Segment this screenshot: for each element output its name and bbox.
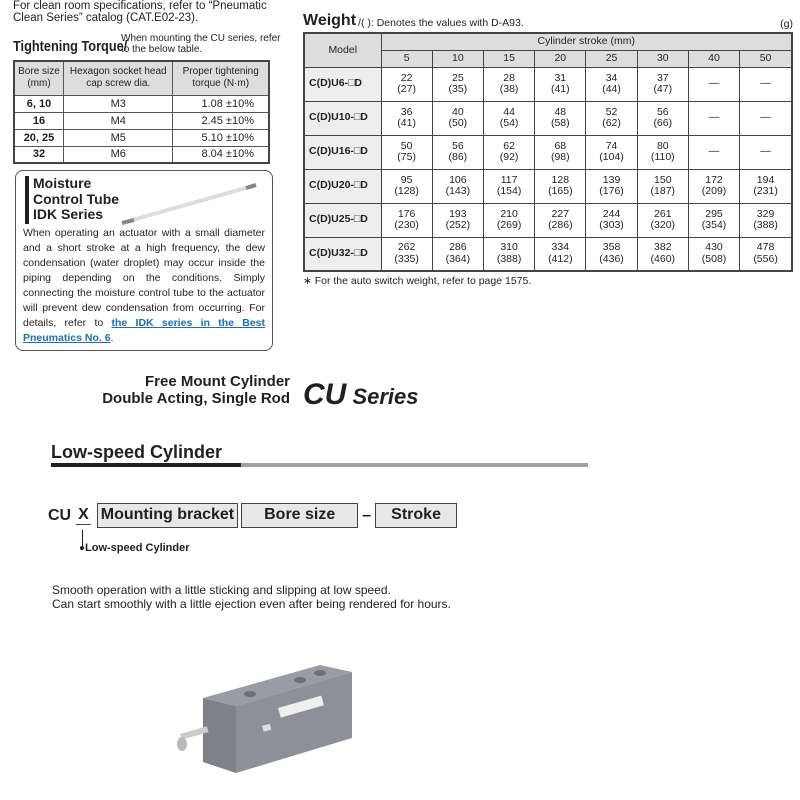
table-cell: 20, 25 <box>14 129 63 146</box>
weight-cell: 68 (98) <box>535 135 586 169</box>
weight-cell: 334 (412) <box>535 237 586 271</box>
stroke-col-header: 5 <box>381 50 432 67</box>
weight-cell: 40 (50) <box>432 101 483 135</box>
model-cell: C(D)U25-□D <box>304 203 381 237</box>
table-row <box>304 237 792 271</box>
torque-header: Hexagon socket head cap screw dia. <box>63 61 172 95</box>
model-cell: C(D)U6-□D <box>304 67 381 101</box>
weight-cell: 106 (143) <box>432 169 483 203</box>
weight-cell: — <box>688 101 739 135</box>
model-cell: C(D)U20-□D <box>304 169 381 203</box>
stroke-col-header: 30 <box>637 50 688 67</box>
stroke-box: Stroke <box>375 503 457 528</box>
weight-cell: 117 (154) <box>483 169 534 203</box>
weight-cell: 295 (354) <box>688 203 739 237</box>
table-row <box>14 146 269 163</box>
clean-room-note: For clean room specifications, refer to “Pneumatic Clean Series” catalog (CAT.E02-23). <box>13 0 267 24</box>
description: Smooth operation with a little sticking and slipping at low speed. Can start smoothly with a little ejection even after being rendered for hours. <box>52 583 451 611</box>
weight-cell: — <box>688 135 739 169</box>
table-cell: 8.04 ±10% <box>173 146 269 163</box>
model-header: Model <box>304 33 381 67</box>
weight-cell: 80 (110) <box>637 135 688 169</box>
weight-cell: 56 (66) <box>637 101 688 135</box>
table-row <box>304 169 792 203</box>
weight-cell: 286 (364) <box>432 237 483 271</box>
weight-cell: 28 (38) <box>483 67 534 101</box>
table-row <box>14 129 269 146</box>
moisture-tube-image <box>114 179 264 229</box>
weight-cell: 310 (388) <box>483 237 534 271</box>
weight-cell: 56 (86) <box>432 135 483 169</box>
stroke-col-header: 25 <box>586 50 637 67</box>
table-cell: M4 <box>63 112 172 129</box>
stroke-col-header: 40 <box>688 50 739 67</box>
cylinder-photo <box>170 630 370 790</box>
weight-cell: 227 (286) <box>535 203 586 237</box>
torque-header: Bore size (mm) <box>14 61 63 95</box>
weight-cell: 37 (47) <box>637 67 688 101</box>
table-row <box>14 95 269 112</box>
weight-cell: 48 (58) <box>535 101 586 135</box>
mounting-bracket-box: Mounting bracket <box>97 503 238 528</box>
table-cell: M6 <box>63 146 172 163</box>
weight-cell: 358 (436) <box>586 237 637 271</box>
stroke-col-header: 50 <box>740 50 792 67</box>
series-subtitle: Free Mount Cylinder Double Acting, Single Rod <box>102 373 290 407</box>
model-cell: C(D)U32-□D <box>304 237 381 271</box>
weight-note: ∗ For the auto switch weight, refer to page 1575. <box>303 275 532 287</box>
weight-cell: — <box>688 67 739 101</box>
weight-table <box>303 32 793 272</box>
table-cell: 6, 10 <box>14 95 63 112</box>
weight-cell: 139 (176) <box>586 169 637 203</box>
torque-header: Proper tightening torque (N·m) <box>173 61 269 95</box>
torque-heading: Tightening Torque/ <box>13 38 128 55</box>
table-cell: M5 <box>63 129 172 146</box>
stroke-col-header: 15 <box>483 50 534 67</box>
weight-cell: 150 (187) <box>637 169 688 203</box>
weight-cell: 31 (41) <box>535 67 586 101</box>
weight-cell: — <box>740 101 792 135</box>
idk-series-link[interactable]: the IDK series in the Best Pneumatics No. 6 <box>23 316 265 344</box>
table-cell: 32 <box>14 146 63 163</box>
weight-cell: 430 (508) <box>688 237 739 271</box>
weight-cell: 382 (460) <box>637 237 688 271</box>
table-row <box>304 135 792 169</box>
torque-title <box>13 33 288 55</box>
weight-cell: 52 (62) <box>586 101 637 135</box>
model-cell: C(D)U16-□D <box>304 135 381 169</box>
weight-cell: 95 (128) <box>381 169 432 203</box>
section-heading: Low-speed Cylinder <box>51 442 223 462</box>
table-cell: 2.45 ±10% <box>173 112 269 129</box>
weight-cell: 25 (35) <box>432 67 483 101</box>
section-rule <box>51 463 588 467</box>
weight-cell: 22 (27) <box>381 67 432 101</box>
table-row <box>304 67 792 101</box>
x-label: Low-speed Cylinder <box>80 542 190 554</box>
torque-table <box>13 60 270 164</box>
series-title: CU Series <box>303 378 419 411</box>
weight-cell: 36 (41) <box>381 101 432 135</box>
weight-cell: 34 (44) <box>586 67 637 101</box>
weight-cell: — <box>740 135 792 169</box>
table-row <box>304 203 792 237</box>
torque-subtitle: When mounting the CU series, refer to the below table. <box>121 33 281 55</box>
bore-size-box: Bore size <box>241 503 358 528</box>
weight-cell: 74 (104) <box>586 135 637 169</box>
table-cell: 5.10 ±10% <box>173 129 269 146</box>
weight-cell: 478 (556) <box>740 237 792 271</box>
weight-cell: 261 (320) <box>637 203 688 237</box>
heading-bar <box>25 176 29 224</box>
table-cell: 1.08 ±10% <box>173 95 269 112</box>
table-row <box>304 101 792 135</box>
weight-cell: 262 (335) <box>381 237 432 271</box>
model-cell: C(D)U10-□D <box>304 101 381 135</box>
moisture-title: Moisture Control Tube IDK Series <box>33 175 120 222</box>
weight-cell: 193 (252) <box>432 203 483 237</box>
weight-cell: 44 (54) <box>483 101 534 135</box>
weight-cell: 62 (92) <box>483 135 534 169</box>
moisture-tube-box <box>15 170 273 351</box>
weight-cell: 172 (209) <box>688 169 739 203</box>
table-cell: M3 <box>63 95 172 112</box>
weight-cell: 244 (303) <box>586 203 637 237</box>
weight-cell: 329 (388) <box>740 203 792 237</box>
weight-cell: 194 (231) <box>740 169 792 203</box>
table-cell: 16 <box>14 112 63 129</box>
stroke-header: Cylinder stroke (mm) <box>381 33 792 50</box>
moisture-body: When operating an actuator with a small diameter and a short stroke at a high frequency, the dew condensation (water droplet) may occur inside the piping depending on the conditions. Simply connecting the moisture control tube to the actuator will prevent dew condensation from occurring. For details, refer to the IDK series in the Best Pneumatics No. 6. <box>23 226 265 344</box>
weight-cell: — <box>740 67 792 101</box>
stroke-col-header: 10 <box>432 50 483 67</box>
stroke-col-header: 20 <box>535 50 586 67</box>
model-code: CU X Mounting bracket Bore size – Stroke <box>48 503 460 528</box>
weight-cell: 176 (230) <box>381 203 432 237</box>
weight-cell: 210 (269) <box>483 203 534 237</box>
table-row <box>14 112 269 129</box>
weight-cell: 50 (75) <box>381 135 432 169</box>
weight-cell: 128 (165) <box>535 169 586 203</box>
weight-title: Weight /( ): Denotes the values with D-A93. (g) <box>303 12 793 30</box>
